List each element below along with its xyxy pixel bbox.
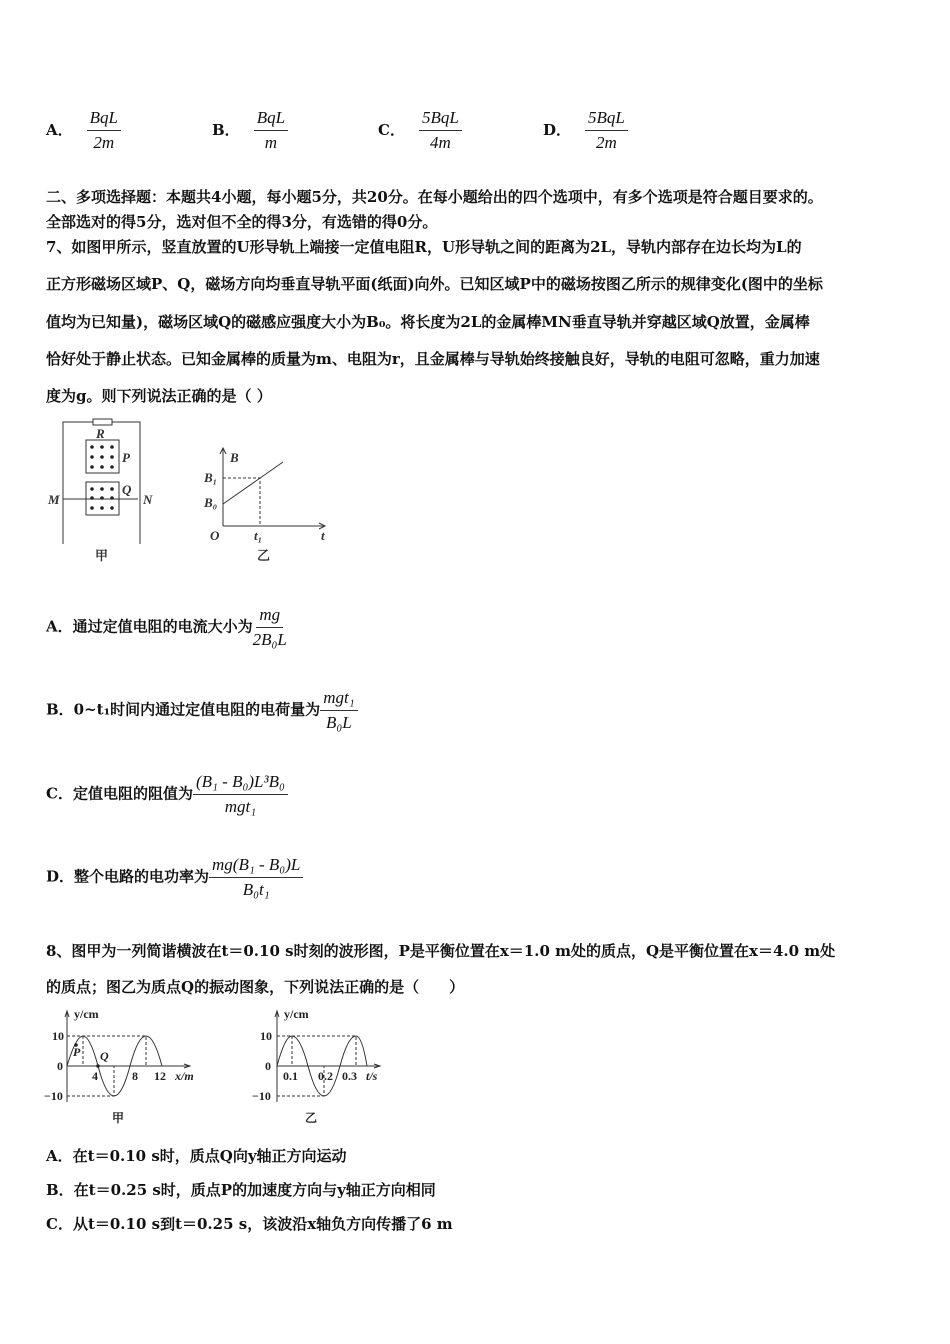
q7-option-d[interactable] (46, 855, 303, 900)
denominator: m (264, 133, 277, 152)
label-r: R (96, 426, 105, 441)
point-q (96, 1064, 100, 1068)
denominator: 2m (93, 133, 115, 152)
q8-text: 8、图甲为一列简谐横波在t＝0.10 s时刻的波形图，P是平衡位置在x＝1.0 m处的质点，Q是平衡位置在x＝4.0 m处 (46, 942, 836, 960)
q8-option-c[interactable]: C．从t＝0.10 s到t＝0.25 s，该波沿x轴负方向传播了6 m (46, 1215, 453, 1233)
denominator: 2B₀L (252, 630, 287, 649)
numerator: 5BqL (585, 108, 628, 131)
q6-option-b[interactable] (212, 108, 288, 153)
x-axis-label: x/m (175, 1069, 194, 1083)
tick-label: 4 (92, 1069, 98, 1083)
q7-option-b[interactable] (46, 688, 358, 733)
tick-label: 0 (57, 1059, 63, 1073)
q6-option-d[interactable] (543, 108, 628, 153)
fraction (193, 772, 288, 817)
denominator: B₀L (326, 713, 352, 732)
option-label: D． (543, 120, 572, 139)
tick-label: −10 (44, 1089, 63, 1103)
option-text: C．定值电阻的阻值为 (46, 784, 193, 803)
denominator: 4m (429, 133, 451, 152)
option-label: A． (46, 120, 73, 139)
numerator: mg(B₁ - B₀)L (209, 855, 303, 878)
label-q: Q (122, 482, 132, 497)
q8-text: 的质点；图乙为质点Q的振动图象，下列说法正确的是（ ） (46, 978, 465, 996)
caption-jia: 甲 (95, 548, 109, 563)
fraction (419, 108, 462, 153)
numerator: BqL (87, 108, 121, 131)
numerator: (B₁ - B₀)L³B₀ (193, 772, 288, 795)
fraction (253, 605, 287, 650)
numerator: BqL (254, 108, 288, 131)
x-axis-label: t/s (366, 1069, 378, 1083)
tick-label: −10 (252, 1089, 271, 1103)
tick-label: 0.2 (318, 1069, 333, 1083)
label-q: Q (100, 1049, 109, 1063)
q7-text: 7、如图甲所示，竖直放置的U形导轨上端接一定值电阻R，U形导轨之间的距离为2L，导轨内部存在边长均为L的 (46, 238, 802, 256)
fraction (320, 688, 357, 733)
label-origin: O (210, 528, 220, 543)
y-axis-label: y/cm (284, 1007, 309, 1021)
numerator: mgt₁ (320, 688, 357, 711)
numerator: mg (256, 605, 283, 628)
caption-jia: 甲 (112, 1111, 125, 1125)
label-t: t (321, 528, 325, 543)
tick-label: 10 (52, 1029, 64, 1043)
label-t1: t₁ (254, 528, 263, 543)
option-label: C． (378, 120, 405, 139)
denominator: mgt₁ (224, 797, 257, 816)
section-heading: 二、多项选择题：本题共4小题，每小题5分，共20分。在每小题给出的四个选项中，有多个选项是符合题目要求的。 (46, 188, 823, 206)
section-heading-cont: 全部选对的得5分，选对但不全的得3分，有选错的得0分。 (46, 213, 438, 231)
fraction (585, 108, 628, 153)
label-m: M (48, 492, 60, 507)
option-text: D．整个电路的电功率为 (46, 867, 210, 886)
q6-option-a[interactable] (46, 108, 121, 153)
option-text: A．通过定值电阻的电流大小为 (46, 617, 253, 636)
q7-option-a[interactable] (46, 605, 287, 650)
q7-text: 恰好处于静止状态。已知金属棒的质量为m、电阻为r，且金属棒与导轨始终接触良好，导轨的电阻可忽略，重力加速 (46, 350, 820, 368)
q6-option-c[interactable] (378, 108, 462, 153)
q8-option-b[interactable]: B．在t＝0.25 s时，质点P的加速度方向与y轴正方向相同 (46, 1181, 436, 1199)
q8-figures (40, 1000, 400, 1130)
fraction (87, 108, 121, 153)
label-b: B (230, 450, 239, 465)
q7-text: 度为g。则下列说法正确的是（ ） (46, 387, 272, 405)
option-text: B．0~t₁时间内通过定值电阻的电荷量为 (46, 700, 321, 719)
tick-label: 10 (260, 1029, 272, 1043)
fraction (209, 855, 303, 900)
label-n: N (143, 492, 153, 507)
q7-text: 值均为已知量)，磁场区域Q的磁感应强度大小为B₀。将长度为2L的金属棒MN垂直导轨并穿越区域Q放置，金属棒 (46, 313, 810, 331)
denominator: B₀t₁ (242, 880, 270, 899)
label-b0: B₀ (204, 495, 218, 510)
tick-label: 0.3 (342, 1069, 357, 1083)
y-axis-label: y/cm (74, 1007, 99, 1021)
label-p: P (73, 1045, 81, 1059)
label-b1: B₁ (204, 470, 218, 485)
label-p: P (122, 450, 130, 465)
option-label: B． (212, 120, 240, 139)
tick-label: 0 (265, 1059, 271, 1073)
caption-yi: 乙 (305, 1111, 318, 1125)
q7-figure-circuit (40, 410, 360, 570)
numerator: 5BqL (419, 108, 462, 131)
caption-yi: 乙 (257, 548, 271, 563)
tick-label: 12 (154, 1069, 166, 1083)
q7-option-c[interactable] (46, 772, 288, 817)
tick-label: 0.1 (283, 1069, 298, 1083)
q7-text: 正方形磁场区域P、Q，磁场方向均垂直导轨平面(纸面)向外。已知区域P中的磁场按图乙所示的规律变化(图中的坐标 (46, 275, 823, 293)
tick-label: 8 (132, 1069, 138, 1083)
q8-option-a[interactable]: A．在t＝0.10 s时，质点Q向y轴正方向运动 (46, 1147, 347, 1165)
fraction (254, 108, 288, 153)
denominator: 2m (596, 133, 617, 152)
